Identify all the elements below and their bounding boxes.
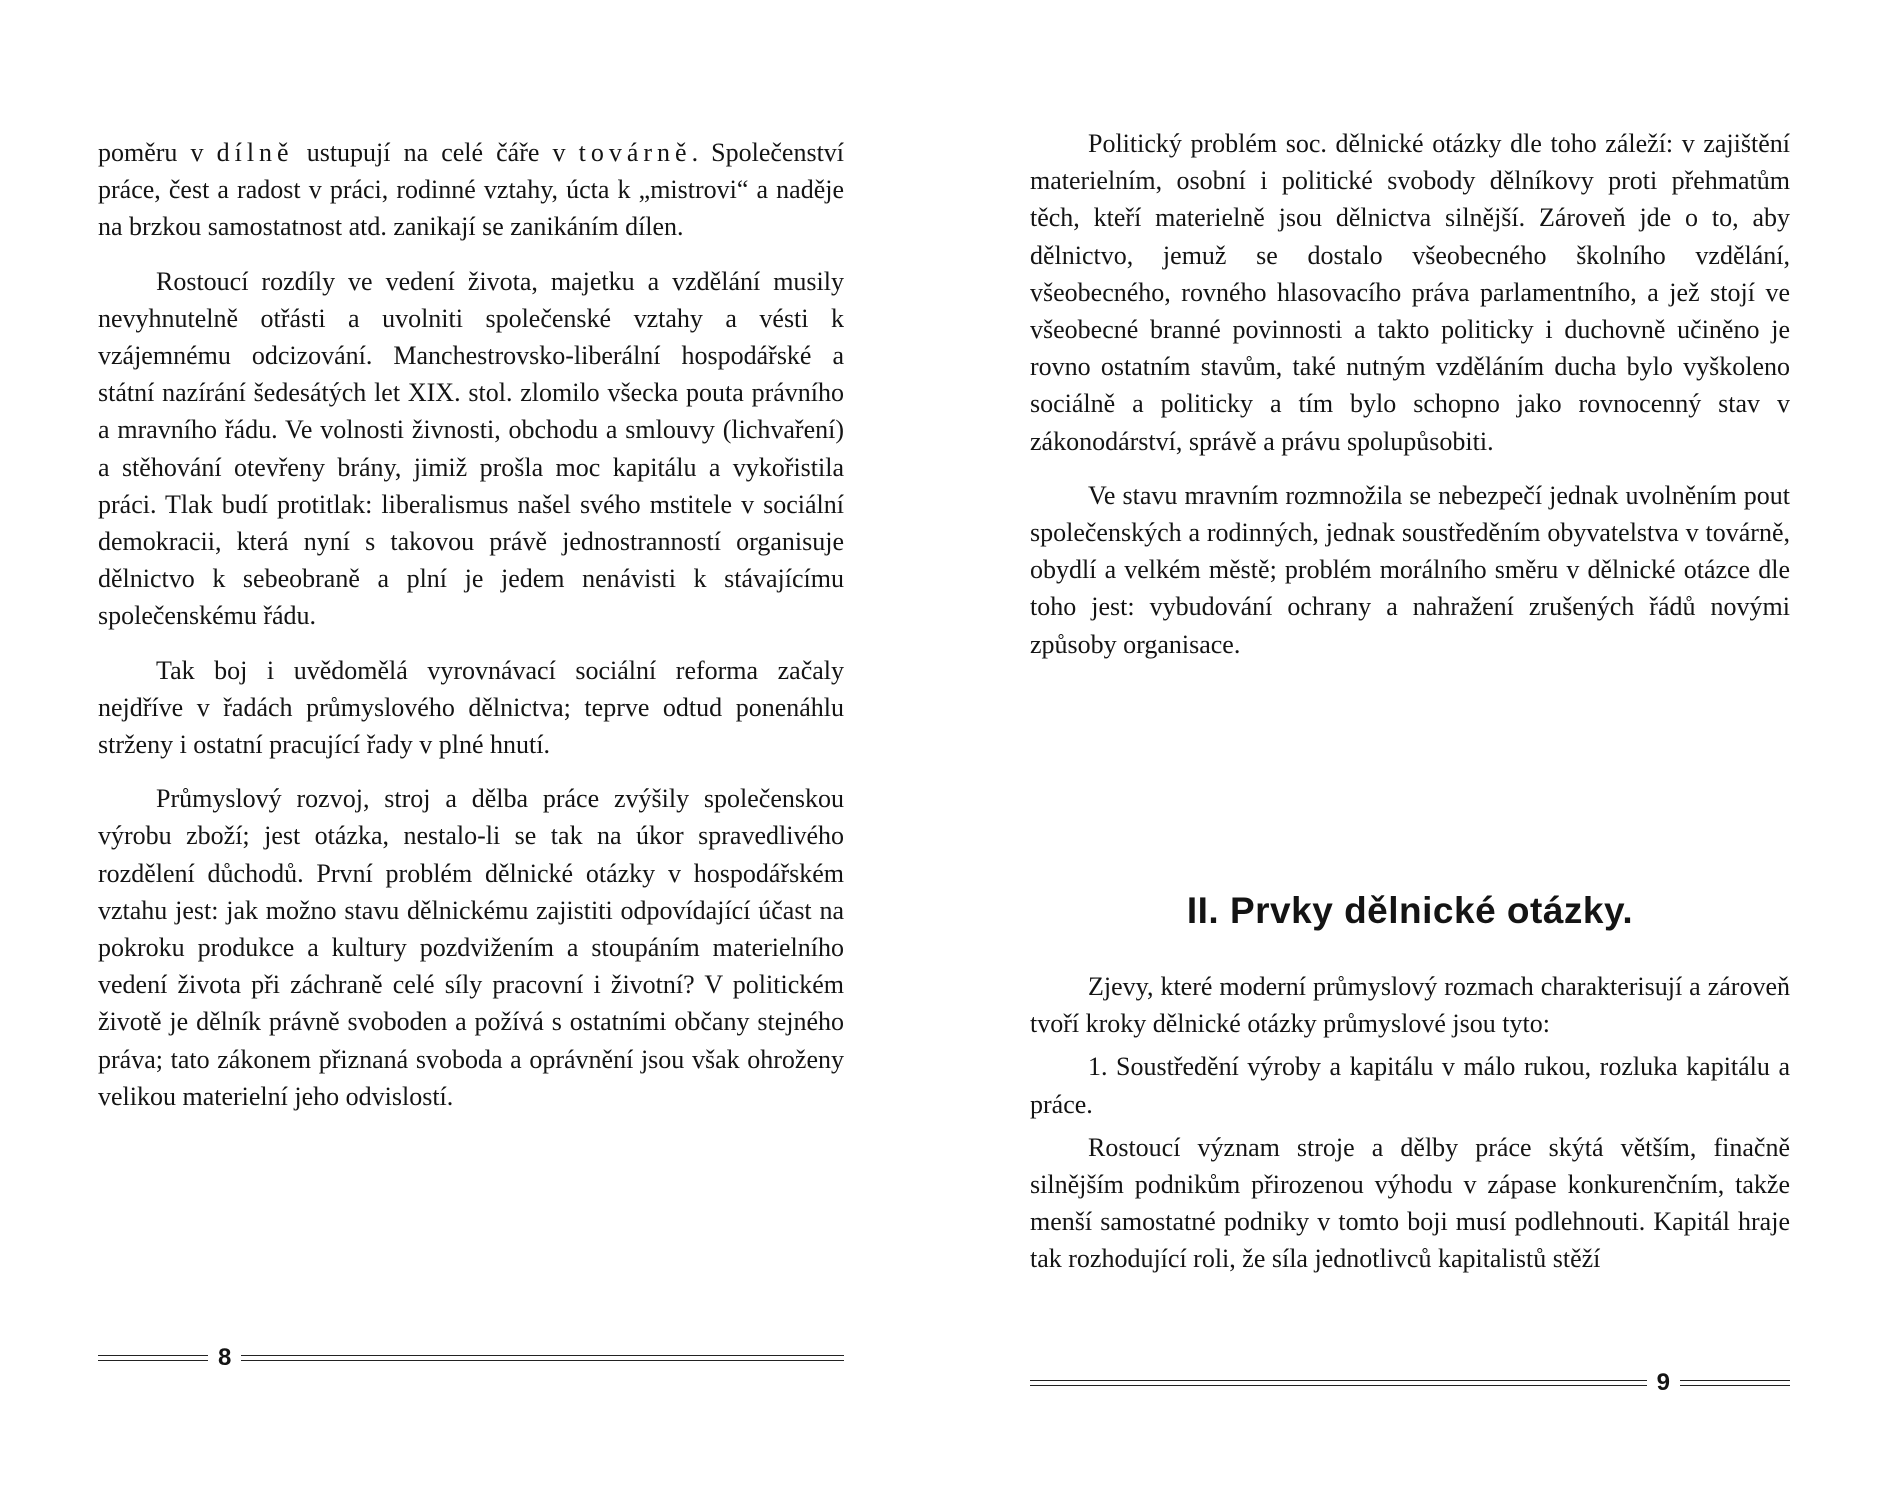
text-run: poměru v [98,138,217,167]
footer-rule [1030,1380,1647,1386]
text-run: ustupují na celé čáře v [293,138,579,167]
paragraph: Tak boj i uvědomělá vyrovnávací sociální reforma začaly nejdříve v řadách průmyslového dělnictva; teprve odtud ponenáhlu strženy i ostatní pracující řady v plné hnutí. [98,655,844,760]
paragraph: Politický problém soc. dělnické otázky dle toho záleží: v zajištění materielním, osobní i politické svobody dělníkovy proti přehmatům těch, kteří materielně jsou dělnictva silnější. Zároveň jde o to, aby dělnictvo, jemuž se dostalo všeobecného školního vzdělání, všeobecného, rovného hlasovacího práva parlamentního, a jež stojí ve všeobecné branné povinnosti a takto politicky i duchovně učiněno je rovno ostatním stavům, také nutným vzděláním ducha bylo vyškoleno sociálně a politicky a tím bylo schopno jako rovnocenný stav v zákonodárství, správě a právu spolupůsobiti. [1030,129,1790,456]
paragraph: Zjevy, které moderní průmyslový rozmach charakterisují a zároveň tvoří kroky dělnické otázky průmyslové jsou tyto: [1030,972,1790,1039]
page-footer [98,1346,844,1370]
page-footer [1030,1371,1790,1395]
footer-rule [98,1355,208,1361]
paragraph: Rostoucí rozdíly ve vedení života, majetku a vzdělání musily nevyhnutelně otřásti a uvolniti společenské vztahy a vésti k vzájemnému odcizování. Manchestrovsko-liberální hospodářské a státní nazírání šedesátých let XIX. stol. zlomilo všecka pouta právního a mravního řádu. Ve volnosti živnosti, obchodu a smlouvy (lichvaření) a stěhování otevřeny brány, jimiž prošla moc kapitálu a vykořistila práci. Tlak budí protitlak: liberalismus našel svého mstitele v sociální demokracii, která nyní s takovou právě jednostranností organisuje dělnictvo k sebeobraně a plní je jedem nenávisti k stávajícímu společenskému řádu. [98,266,844,631]
left-page [98,0,844,1500]
emphasis-spaced: dílně [216,138,294,167]
paragraph [98,134,844,246]
paragraph: Rostoucí význam stroje a dělby práce skýtá větším, finačně silnějším podnikům přirozenou výhodu v zápase konkurenčním, takže menší samostatné podniky v tomto boji musí podlehnouti. Kapitál hraje tak rozhodující roli, že síla jednotlivců kapitalistů stěží [1030,1132,1790,1274]
footer-rule [241,1355,844,1361]
right-text-block [1030,125,1790,663]
emphasis-spaced: továrně [578,138,692,167]
footer-rule [1680,1380,1790,1386]
right-text-block-2 [1030,968,1790,1278]
paragraph: Průmyslový rozvoj, stroj a dělba práce zvýšily společenskou výrobu zboží; jest otázka, nestalo-li se tak na úkor spravedlivého rozdělení důchodů. První problém dělnické otázky v hospodářském vztahu jest: jak možno stavu dělnickému zajistiti odpovídající účast na pokroku produkce a kultury pozdvižením a stoupáním materielního vedení života při záchraně celé síly pracovní i životní? V politickém životě je dělník právně svoboden a požívá s ostatními občany stejného práva; tato zákonem přiznaná svoboda a oprávnění jsou však ohroženy velikou materielní jeho odvislostí. [98,784,844,1111]
page-number: 8 [218,1344,232,1371]
section-heading: II. Prvky dělnické otázky. [1186,890,1634,931]
page-number: 9 [1656,1369,1670,1396]
text-run: . Společenství práce, čest a radost v práci, rodinné vztahy, úcta k „mistrovi“ a naděje na brzkou samostatnost atd. zanikají se zanikáním dílen. [98,138,845,242]
left-text-block [98,134,844,1115]
right-page [1030,0,1790,1500]
paragraph: Ve stavu mravním rozmnožila se nebezpečí jednak uvolněním pout společenských a rodinných, jednak soustředěním obyvatelstva v továrně, obydlí a velkém městě; problém morálního směru v dělnické otázce dle toho jest: vybudování ochrany a nahražení zrušených řádů novými způsoby organisace. [1030,480,1790,659]
numbered-item: 1. Soustředění výroby a kapitálu v málo rukou, rozluka kapitálu a práce. [1030,1052,1790,1119]
